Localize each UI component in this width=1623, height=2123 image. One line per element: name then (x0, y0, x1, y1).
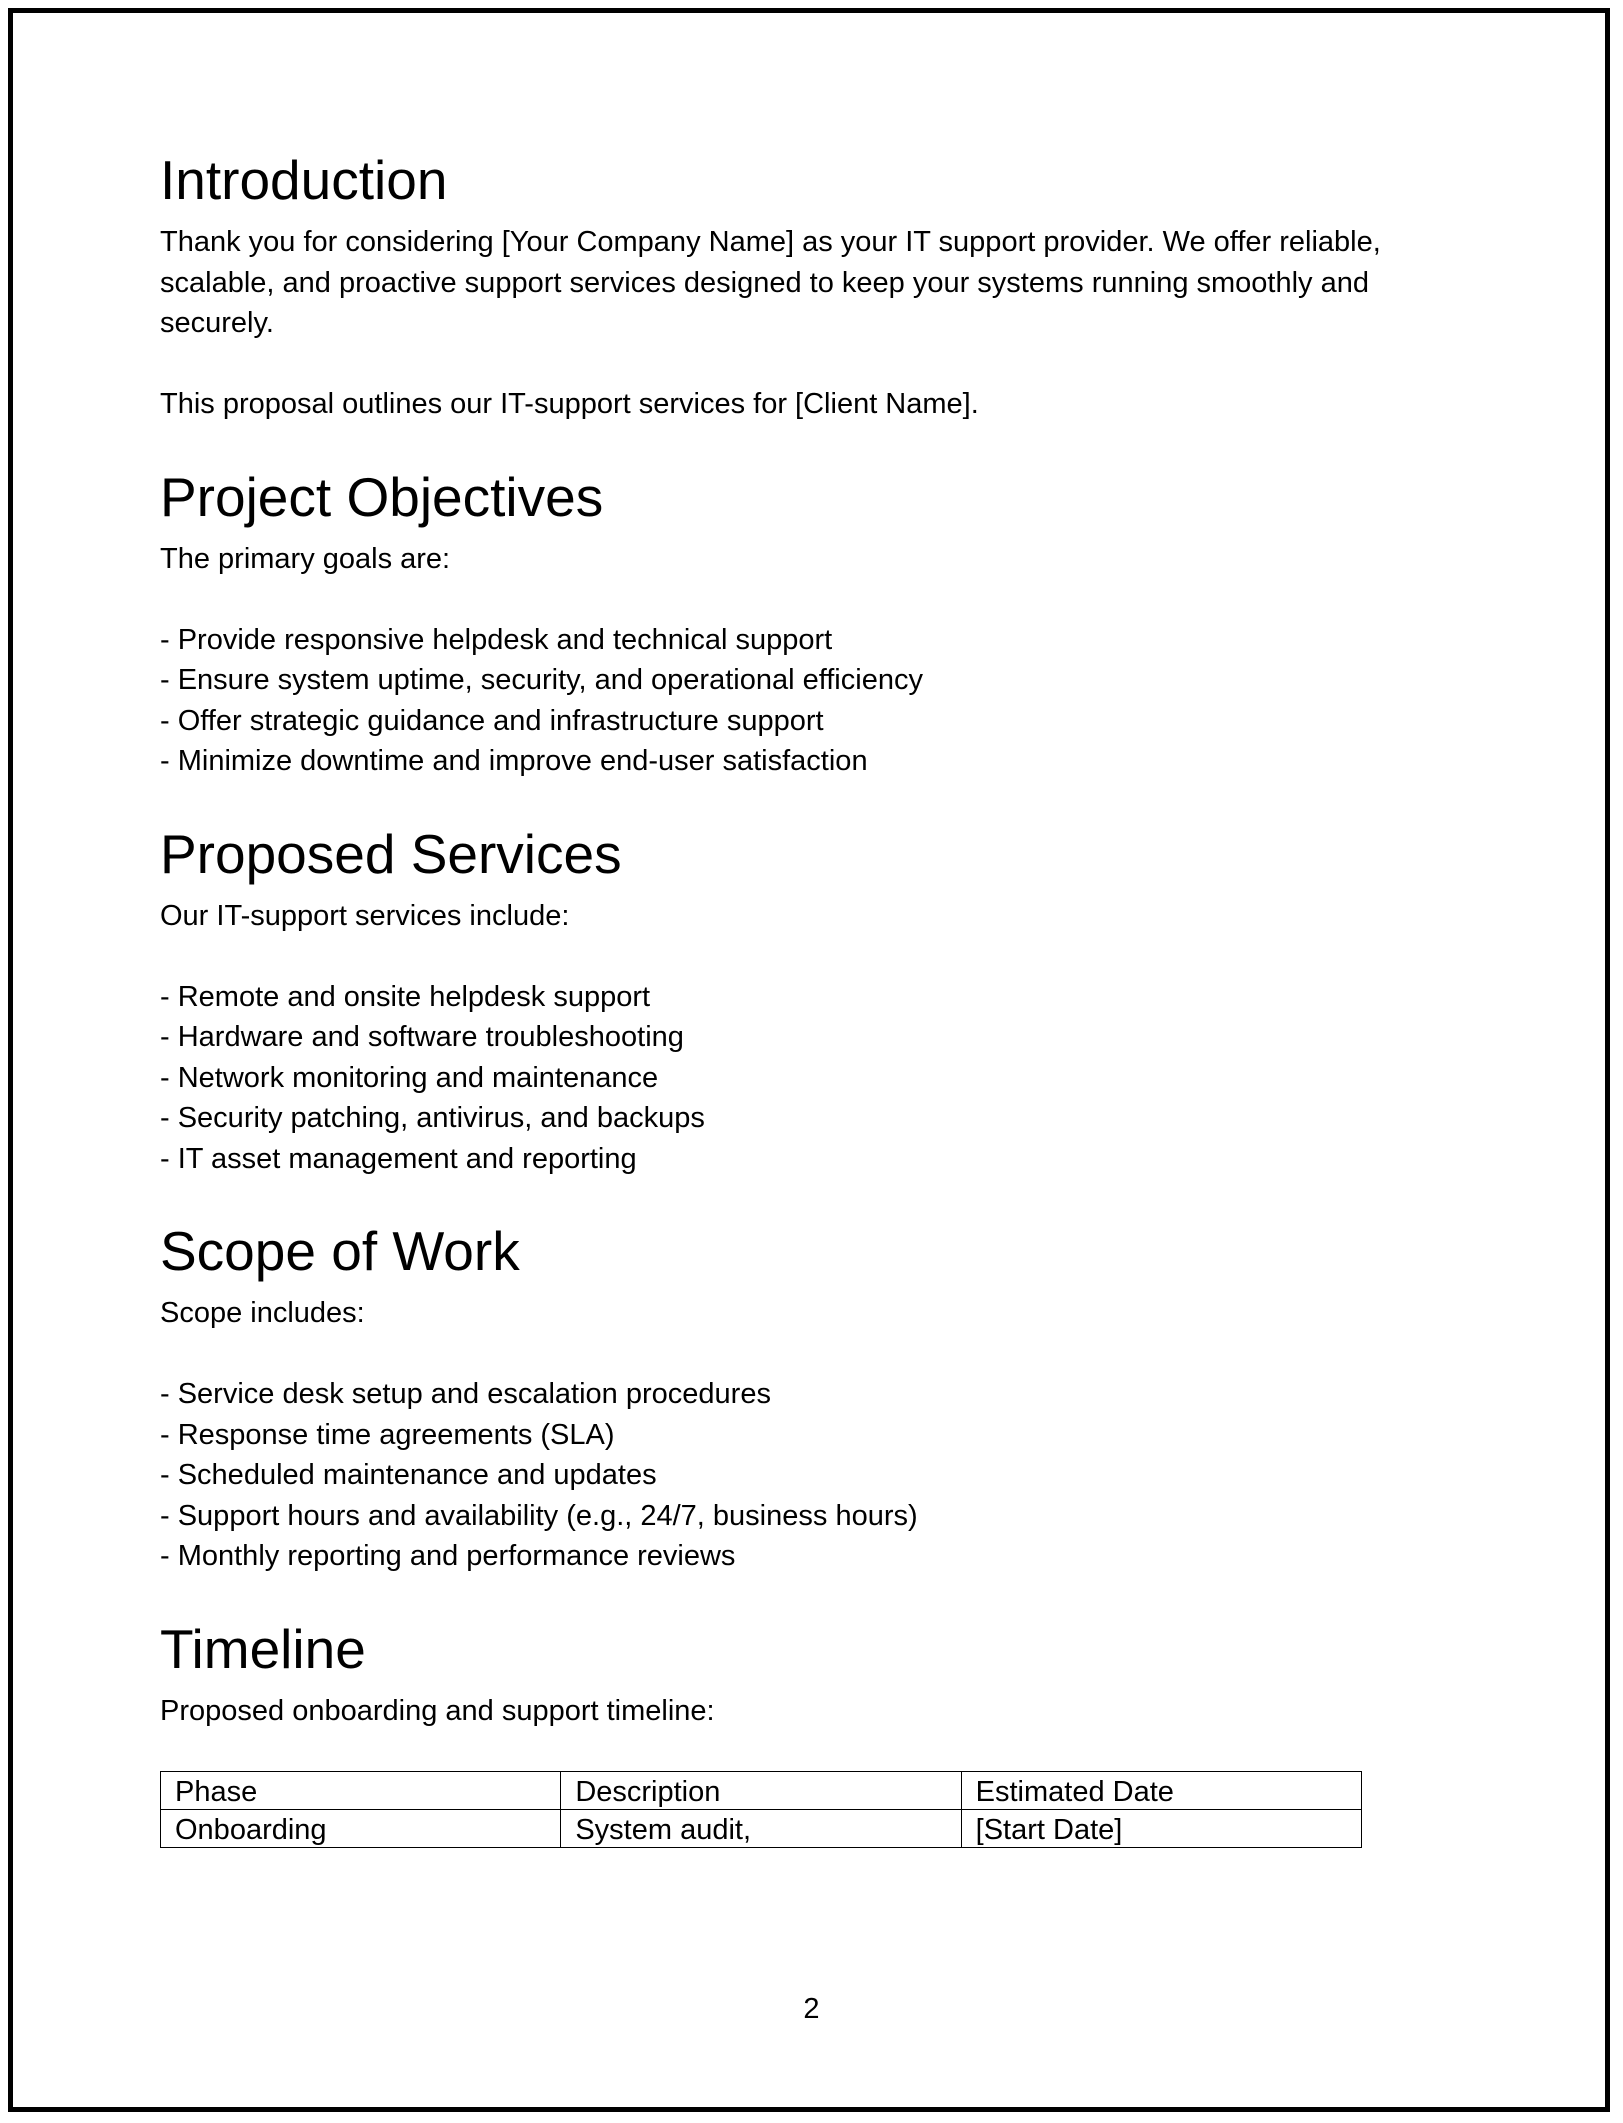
services-intro: Our IT-support services include: (160, 899, 570, 932)
list-item: - Hardware and software troubleshooting (160, 1021, 684, 1053)
section-services (160, 822, 1460, 1180)
table-row (161, 1810, 1362, 1848)
introduction-paragraph: Thank you for considering [Your Company Name] as your IT support provider. We offer reliable, scalable, and proactive support services designed to keep your systems running smoothly and securely. (160, 226, 1381, 339)
heading-services: Proposed Services (160, 822, 622, 885)
section-scope (160, 1219, 1460, 1577)
list-item: - Response time agreements (SLA) (160, 1418, 615, 1451)
document-body (160, 148, 1460, 1888)
heading-objectives: Project Objectives (160, 465, 604, 528)
list-item: - Remote and onsite helpdesk support (160, 980, 651, 1013)
objectives-list (160, 620, 1460, 782)
list-item: - Ensure system uptime, security, and operational efficiency (160, 664, 923, 696)
section-introduction (160, 148, 1460, 425)
list-item: - IT asset management and reporting (160, 1142, 637, 1175)
timeline-table (160, 1771, 1362, 1848)
list-item: - Monthly reporting and performance reviews (160, 1540, 736, 1572)
list-item: - Scheduled maintenance and updates (160, 1459, 657, 1491)
scope-intro: Scope includes: (160, 1297, 365, 1329)
introduction-paragraph-client: This proposal outlines our IT-support services for [Client Name]. (160, 388, 979, 420)
list-item: - Offer strategic guidance and infrastructure support (160, 704, 824, 737)
table-cell-estimated-date: [Start Date] (961, 1810, 1361, 1848)
table-header-row (161, 1772, 1362, 1810)
list-item: - Support hours and availability (e.g., 24/7, business hours) (160, 1499, 918, 1532)
column-header-phase: Phase (161, 1772, 561, 1810)
column-header-description: Description (561, 1772, 961, 1810)
list-item: - Service desk setup and escalation procedures (160, 1378, 771, 1410)
section-timeline (160, 1617, 1460, 1849)
column-header-estimated-date: Estimated Date (961, 1772, 1361, 1810)
services-list (160, 977, 1460, 1180)
page-number: 2 (803, 1993, 820, 2025)
list-item: - Security patching, antivirus, and backups (160, 1102, 705, 1134)
heading-introduction: Introduction (160, 149, 448, 211)
list-item: - Provide responsive helpdesk and technical support (160, 623, 833, 656)
scope-list (160, 1374, 1460, 1577)
heading-timeline: Timeline (160, 1617, 366, 1680)
heading-scope: Scope of Work (160, 1220, 520, 1282)
table-cell-description: System audit, (561, 1810, 961, 1848)
list-item: - Minimize downtime and improve end-user satisfaction (160, 745, 868, 777)
objectives-intro: The primary goals are: (160, 542, 451, 575)
section-objectives (160, 465, 1460, 782)
table-cell-phase: Onboarding (161, 1810, 561, 1848)
timeline-intro: Proposed onboarding and support timeline: (160, 1694, 715, 1727)
list-item: - Network monitoring and maintenance (160, 1061, 659, 1094)
